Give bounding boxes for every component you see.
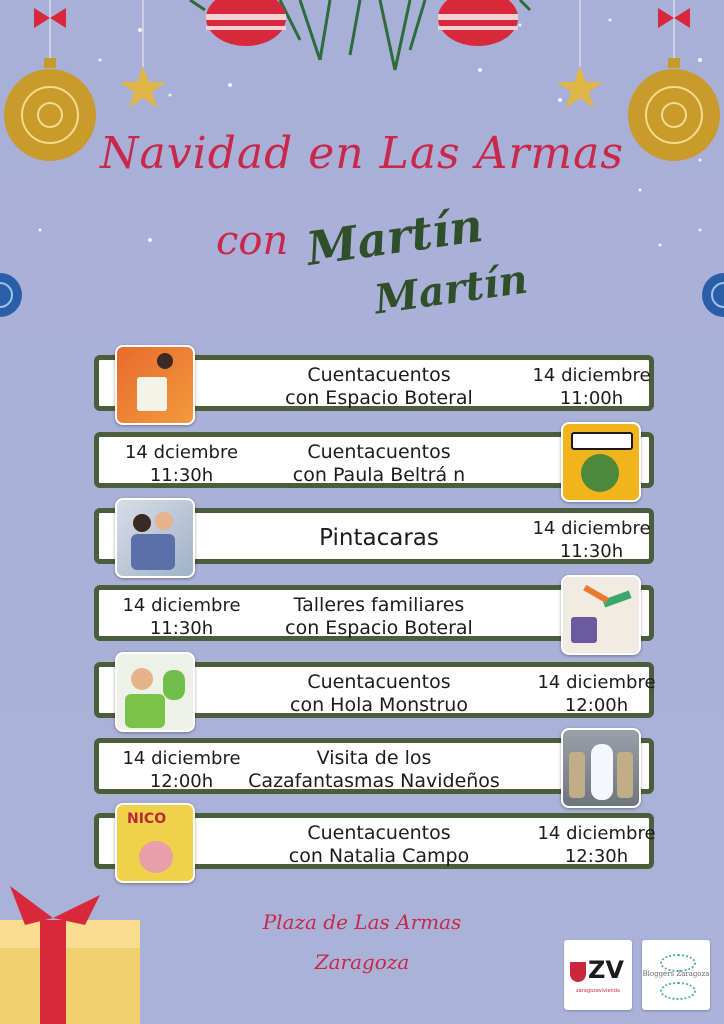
event-date: 14 diciembre 12:30h xyxy=(537,823,656,867)
nico-book-cover: NICO xyxy=(115,803,195,883)
event-title: Cuentacuentos con Natalia Campo xyxy=(288,822,470,867)
event-date: 14 diciembre 11:30h xyxy=(532,518,651,562)
event-date: 14 dciembre 11:30h xyxy=(124,442,239,486)
event-title: Cuentacuentos con Espacio Boteral xyxy=(285,364,473,409)
ghostbusters-photo xyxy=(561,728,641,808)
zv-shield-icon xyxy=(570,962,586,982)
event-date: 14 diciembre 11:00h xyxy=(532,365,651,409)
monster-puppet-photo xyxy=(115,652,195,732)
event-card xyxy=(94,585,654,641)
bow-icon xyxy=(34,8,690,28)
venue-city: Zaragoza xyxy=(314,950,410,974)
storyteller-photo xyxy=(115,345,195,425)
event-card xyxy=(94,662,654,718)
event-card xyxy=(94,432,654,488)
star-icon xyxy=(120,66,603,108)
cachorro-book-cover xyxy=(561,422,641,502)
red-bauble-icon xyxy=(206,0,518,46)
con-label: con xyxy=(216,218,289,264)
event-title: Cuentacuentos con Hola Monstruo xyxy=(290,671,468,716)
event-card xyxy=(94,355,654,411)
venue-name: Plaza de Las Armas xyxy=(262,910,462,934)
event-title: Talleres familiares con Espacio Boteral xyxy=(285,594,473,639)
crafts-photo xyxy=(561,575,641,655)
event-card xyxy=(94,738,654,794)
facepaint-photo xyxy=(115,498,195,578)
martin-martin-brand xyxy=(303,197,531,335)
event-card xyxy=(94,813,654,869)
zaragoza-vivienda-logo: ZV zaragozavivienda xyxy=(564,940,632,1010)
event-title: Cuentacuentos con Paula Beltrá n xyxy=(292,441,466,486)
brand-line-2: Martín xyxy=(371,255,531,324)
event-date: 14 diciembre 11:30h xyxy=(122,595,241,639)
event-title: Pintacaras xyxy=(319,525,439,551)
event-date: 14 diciembre 12:00h xyxy=(537,672,656,716)
bloggers-zaragoza-logo: Bloggers Zaragoza xyxy=(642,940,710,1010)
event-card xyxy=(94,508,654,564)
event-title: Visita de los Cazafantasmas Navideños xyxy=(248,747,500,792)
page-title: Navidad en Las Armas xyxy=(100,128,624,179)
brand-line-1: Martín xyxy=(303,197,487,277)
event-date: 14 diciembre 12:00h xyxy=(122,748,241,792)
lace-pattern-icon xyxy=(660,982,696,1000)
